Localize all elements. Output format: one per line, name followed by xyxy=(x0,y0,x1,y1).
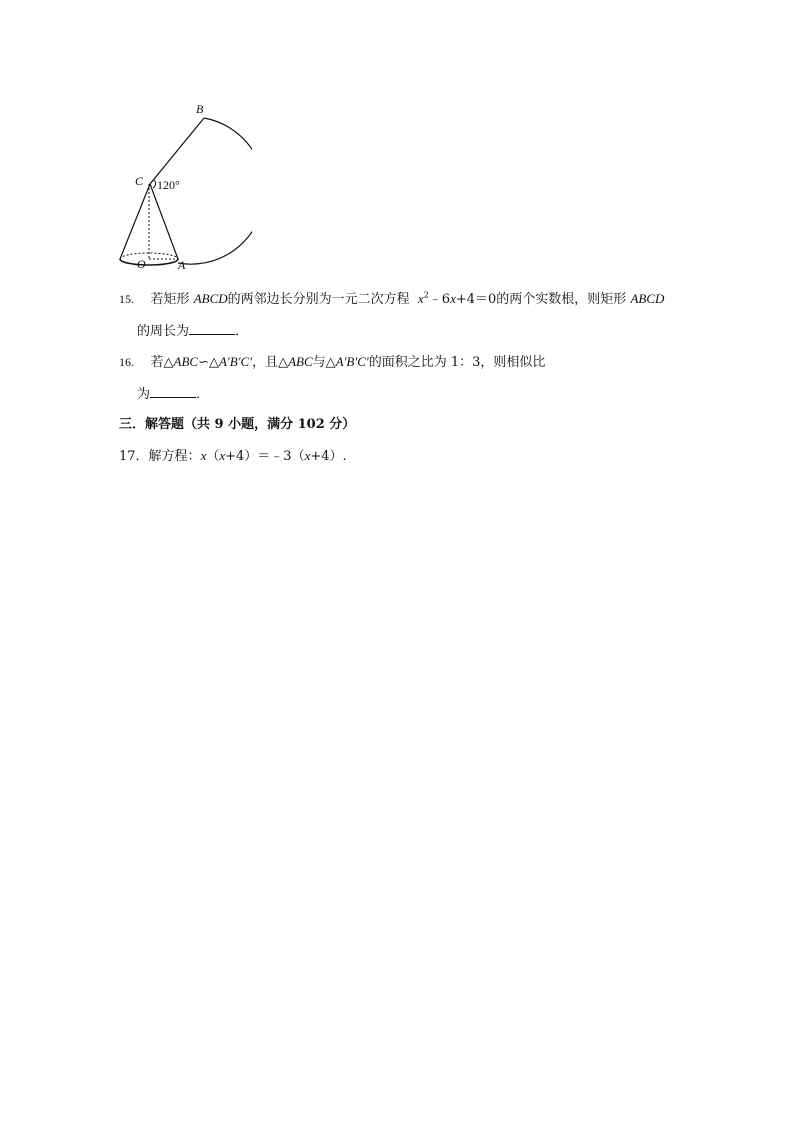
q15-abcd: ABCD xyxy=(193,291,228,306)
question-16-line-1 xyxy=(119,353,545,372)
label-c: C xyxy=(135,174,144,188)
q17-text-a: 解方程： xyxy=(148,449,201,464)
q15-text-a: 若矩形 xyxy=(150,292,190,307)
q16-abc: ABC xyxy=(173,354,199,369)
question-16-line-2 xyxy=(137,385,209,404)
q15-eq-exp: 2 xyxy=(423,290,429,300)
label-o: O xyxy=(137,257,146,271)
q16-number: 16. xyxy=(119,355,134,369)
q16-answer-blank[interactable] xyxy=(150,385,196,398)
q17-number: 17． xyxy=(119,449,149,464)
question-17-line-1 xyxy=(119,447,347,466)
cone-sector-diagram xyxy=(112,96,252,276)
q16-abc-prime: A′B′C′ xyxy=(218,354,253,369)
q16-line2-end: ． xyxy=(196,387,210,402)
q17-p2: +4）＝﹣3（ xyxy=(225,449,305,464)
label-b: B xyxy=(196,102,204,116)
q17-x3: x xyxy=(304,448,311,463)
q15-eq-x2: x xyxy=(450,291,456,306)
cone-left-edge xyxy=(120,184,150,259)
q16-text-d: 的面积之比为 1：3，则相似比 xyxy=(368,355,546,370)
q16-abc-2: ABC xyxy=(288,354,313,369)
radius-cb xyxy=(150,118,204,184)
angle-label: 120° xyxy=(157,178,180,192)
cone-sector-figure xyxy=(112,96,252,276)
q15-line2-text: 的周长为 xyxy=(137,324,190,339)
q15-eq-rest-1: ﹣6 xyxy=(428,292,451,307)
cone-right-edge xyxy=(150,184,178,259)
q16-text-a: 若△ xyxy=(150,355,174,370)
q15-text-c: 的两个实数根，则矩形 xyxy=(496,292,627,307)
q15-eq-rest-2: +4＝0 xyxy=(455,292,497,307)
q16-text-c: 与△ xyxy=(312,355,336,370)
sector-arc xyxy=(178,118,252,264)
base-ellipse-front xyxy=(120,259,178,265)
q17-p3: +4）. xyxy=(310,449,347,464)
q17-x2: x xyxy=(219,448,226,463)
q16-abc-prime-2: A′B′C′ xyxy=(335,354,369,369)
q15-number: 15. xyxy=(119,292,134,306)
q16-line2-text: 为 xyxy=(137,387,151,402)
q15-answer-blank[interactable] xyxy=(189,322,235,335)
q15-line2-end: ． xyxy=(235,324,249,339)
q17-x1: x xyxy=(200,448,207,463)
section-3-title: 三．解答题（共 9 小题，满分 102 分） xyxy=(119,417,356,432)
label-a: A xyxy=(178,258,186,272)
q16-sim: ∽△ xyxy=(198,355,219,370)
q15-text-b: 的两邻边长分别为一元二次方程 xyxy=(227,292,410,307)
question-15-line-1 xyxy=(119,290,664,309)
q17-p1: （ xyxy=(206,449,220,464)
q15-abcd-2: ABCD xyxy=(630,291,665,306)
q15-eq-x: x xyxy=(417,291,424,306)
question-15-line-2 xyxy=(137,322,248,341)
angle-mark xyxy=(153,180,156,188)
q16-text-b: ，且△ xyxy=(252,355,289,370)
